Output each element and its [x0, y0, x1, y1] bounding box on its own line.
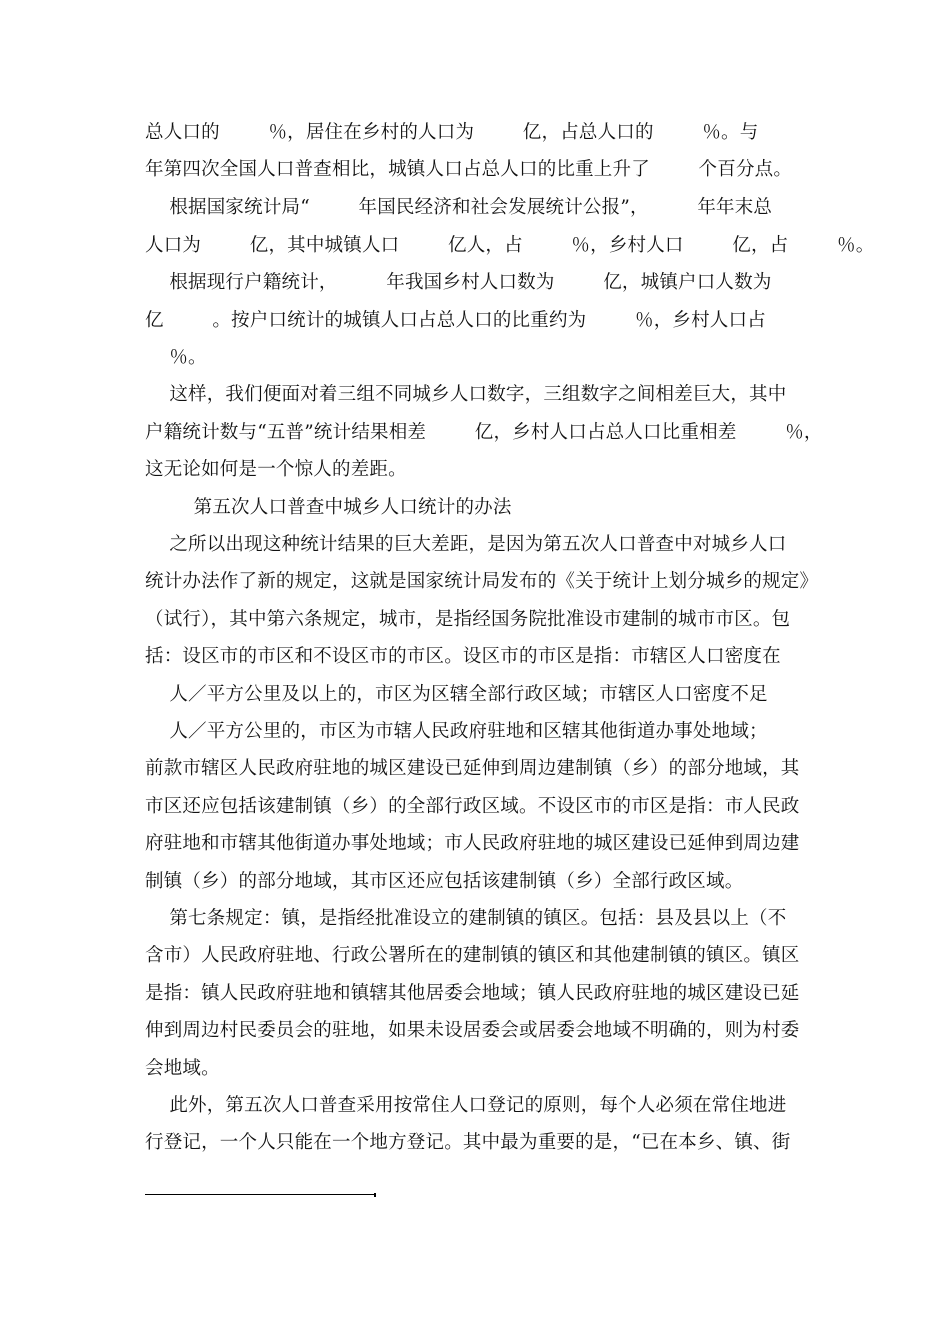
text-line: 根据国家统计局“ 年国民经济和社会发展统计公报”， 年年末总 — [145, 197, 773, 218]
text-line: （试行），其中第六条规定，城市，是指经国务院批准设市建制的城市市区。包 — [145, 609, 791, 630]
text-line: 人／平方公里的，市区为市辖人民政府驻地和区辖其他街道办事处地域； — [145, 721, 768, 742]
text-line: 之所以出现这种统计结果的巨大差距，是因为第五次人口普查中对城乡人口 — [145, 534, 787, 555]
text-line: 统计办法作了新的规定，这就是国家统计局发布的《关于统计上划分城乡的规定》 — [145, 571, 819, 592]
section-heading: 第五次人口普查中城乡人口统计的办法 — [145, 497, 512, 518]
text-line: 会地域。 — [145, 1058, 220, 1079]
text-line: 户籍统计数与“五普”统计结果相差 亿，乡村人口占总人口比重相差 ％， — [145, 422, 823, 443]
text-line: 行登记，一个人只能在一个地方登记。其中最为重要的是，“已在本乡、镇、街 — [145, 1132, 791, 1153]
text-line: ％。 — [145, 347, 207, 368]
text-line: 括：设区市的市区和不设区市的市区。设区市的市区是指：市辖区人口密度在 — [145, 646, 781, 667]
text-line: 总人口的 ％，居住在乡村的人口为 亿，占总人口的 ％。与 — [145, 122, 759, 143]
text-line: 这无论如何是一个惊人的差距。 — [145, 459, 407, 480]
text-line: 第七条规定：镇，是指经批准设立的建制镇的镇区。包括：县及县以上（不 — [145, 908, 787, 929]
text-line: 伸到周边村民委员会的驻地，如果未设居委会或居委会地域不明确的，则为村委 — [145, 1020, 800, 1041]
text-line: 含市）人民政府驻地、行政公署所在的建制镇的镇区和其他建制镇的镇区。镇区 — [145, 945, 800, 966]
text-line: 年第四次全国人口普查相比，城镇人口占总人口的比重上升了 个百分点。 — [145, 159, 793, 180]
text-line: 市区还应包括该建制镇（乡）的全部行政区域。不设区市的市区是指：市人民政 — [145, 796, 800, 817]
text-line: 此外，第五次人口普查采用按常住人口登记的原则，每个人必须在常住地进 — [145, 1095, 787, 1116]
text-line: 府驻地和市辖其他街道办事处地域；市人民政府驻地的城区建设已延伸到周边建 — [145, 833, 800, 854]
footnote-separator — [145, 1194, 375, 1195]
text-line: 前款市辖区人民政府驻地的城区建设已延伸到周边建制镇（乡）的部分地域，其 — [145, 758, 800, 779]
text-line: 这样，我们便面对着三组不同城乡人口数字，三组数字之间相差巨大，其中 — [145, 384, 787, 405]
text-line: 人／平方公里及以上的，市区为区辖全部行政区域；市辖区人口密度不足 — [145, 684, 768, 705]
text-line: 是指：镇人民政府驻地和镇辖其他居委会地域；镇人民政府驻地的城区建设已延 — [145, 983, 800, 1004]
text-line: 亿 。按户口统计的城镇人口占总人口的比重约为 ％，乡村人口占 — [145, 310, 766, 331]
text-line: 人口为 亿，其中城镇人口 亿人，占 ％，乡村人口 亿，占 ％。 — [145, 235, 875, 256]
text-line: 制镇（乡）的部分地域，其市区还应包括该建制镇（乡）全部行政区域。 — [145, 871, 744, 892]
footnote-separator-tick — [374, 1193, 376, 1197]
text-line: 根据现行户籍统计， 年我国乡村人口数为 亿，城镇户口人数为 — [145, 272, 772, 293]
